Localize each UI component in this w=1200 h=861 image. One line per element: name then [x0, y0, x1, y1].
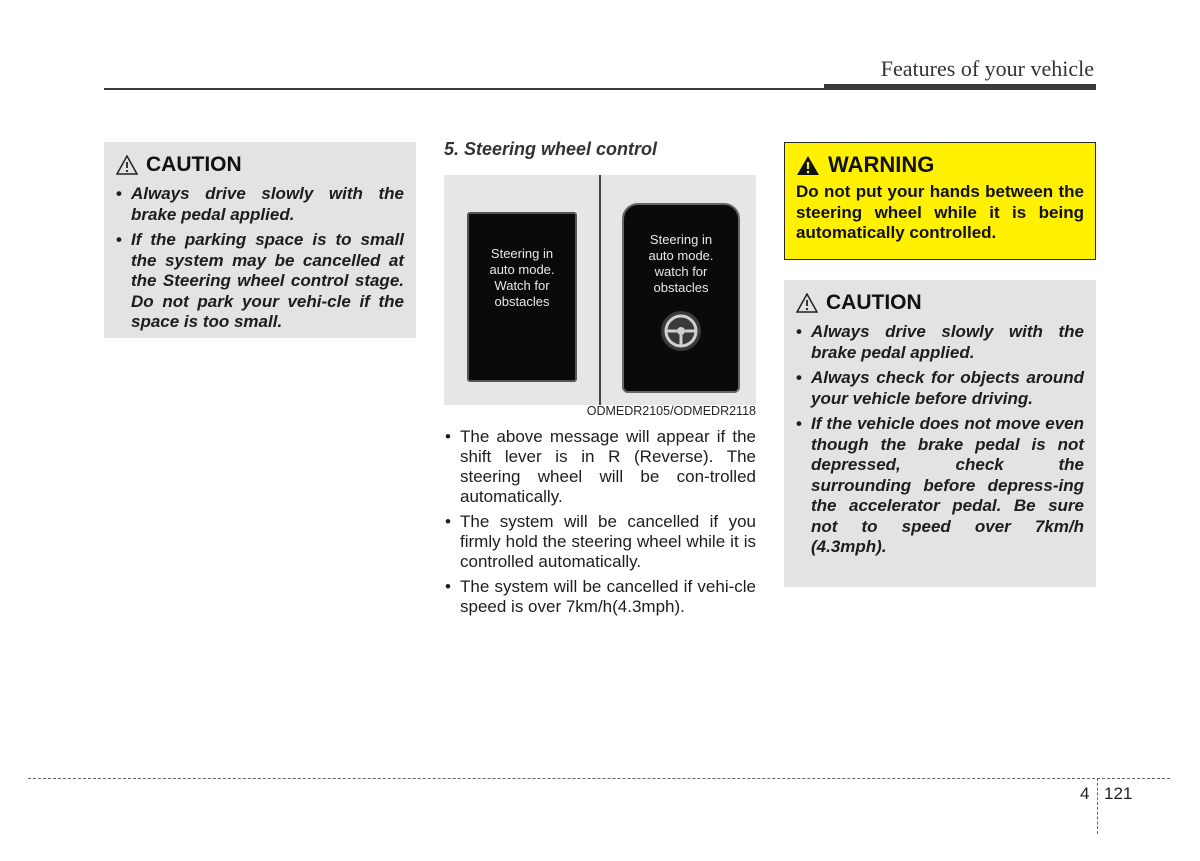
- footer-divider: [1097, 778, 1098, 834]
- figure-caption: ODMEDR2105/ODMEDR2118: [586, 404, 756, 418]
- caution-title: CAUTION: [826, 291, 922, 314]
- cluster-display-right: [622, 203, 740, 393]
- display-message: Steering in auto mode. watch for obstacles: [648, 232, 714, 295]
- caution-box-left: [104, 142, 416, 338]
- caution-item: • Always drive slowly with the brake pedal applied.: [116, 184, 404, 225]
- warning-box: [784, 142, 1096, 260]
- page-number: 121: [1104, 784, 1133, 803]
- body-bullet-item: • The system will be cancelled if you firmly hold the steering wheel while it is controlled automatically.: [444, 512, 756, 572]
- caution-item: • Always check for objects around your vehicle before driving.: [796, 368, 1084, 409]
- footer-rule: [28, 778, 1170, 779]
- caution-box-right: [784, 280, 1096, 587]
- chapter-number: 4: [1080, 784, 1090, 803]
- steering-wheel-icon: [659, 309, 703, 353]
- steering-display-figure: [444, 175, 756, 405]
- caution-title: CAUTION: [146, 153, 242, 176]
- body-bullet-list: [444, 427, 756, 622]
- header-rule: [104, 88, 824, 90]
- warning-heading: [796, 152, 1084, 178]
- caution-item: • If the vehicle does not move even though the brake pedal is not depressed, check the surrounding before depress-ing the accelerator pedal. Be sure not to speed over 7km/h (4.3mph).: [796, 414, 1084, 558]
- warning-triangle-icon: [796, 155, 820, 176]
- warning-title: WARNING: [828, 152, 935, 177]
- header-rule-accent: [824, 84, 1096, 90]
- warning-text: Do not put your hands between the steering wheel while it is being automatically controlled.: [796, 182, 1084, 242]
- caution-item: • If the parking space is to small the system may be cancelled at the Steering wheel control stage. Do not park your vehi-cle if the space is too small.: [116, 230, 404, 333]
- caution-list: [116, 184, 404, 333]
- figure-divider: [599, 175, 601, 405]
- caution-heading: [116, 152, 404, 178]
- caution-triangle-icon: [796, 293, 818, 313]
- cluster-display-left: [467, 212, 577, 382]
- display-message: Steering in auto mode. Watch for obstacles: [489, 246, 555, 309]
- caution-list: [796, 322, 1084, 558]
- page-header-title: Features of your vehicle: [880, 56, 1094, 81]
- caution-item: • Always drive slowly with the brake pedal applied.: [796, 322, 1084, 363]
- section-title: 5. Steering wheel control: [444, 139, 658, 159]
- caution-heading: [796, 290, 1084, 316]
- caution-triangle-icon: [116, 155, 138, 175]
- body-bullet-item: • The above message will appear if the shift lever is in R (Reverse). The steering wheel will be con-trolled automatically.: [444, 427, 756, 507]
- body-bullet-item: • The system will be cancelled if vehi-cle speed is over 7km/h(4.3mph).: [444, 577, 756, 617]
